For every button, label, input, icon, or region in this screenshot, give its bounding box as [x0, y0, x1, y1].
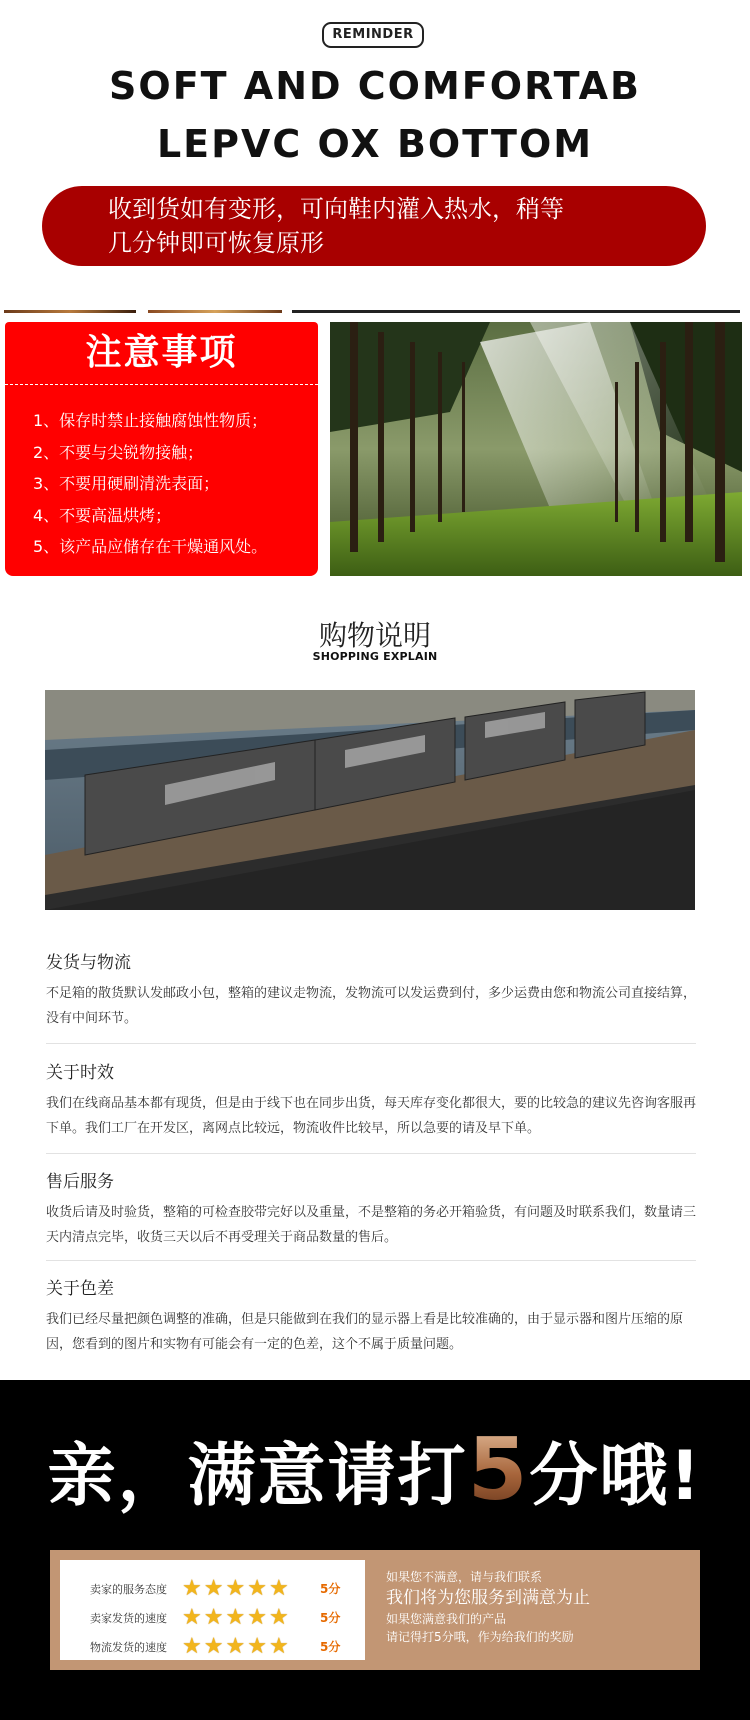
freight-train-photo: [45, 690, 695, 910]
notice-item: 1、保存时禁止接触腐蚀性物质；: [33, 411, 268, 430]
rating-message-line: 请记得打5分哦，作为给我们的奖励: [386, 1630, 574, 1644]
rating-message-line: 如果您不满意，请与我们联系: [386, 1570, 543, 1584]
rating-label: 卖家发货的速度: [90, 1611, 167, 1625]
slogan-five: 5: [467, 1420, 530, 1520]
star-icon: ★: [203, 1633, 224, 1659]
rating-panel: [50, 1550, 700, 1670]
info-section-timeliness: [46, 1058, 696, 1141]
star-icon: ★: [182, 1575, 202, 1601]
rating-score: 5分: [320, 1640, 341, 1654]
divider-strip: [292, 310, 740, 313]
star-icon: ★: [225, 1604, 246, 1630]
section-heading: 关于色差: [46, 1279, 114, 1299]
rating-message-line: 如果您满意我们的产品: [386, 1612, 507, 1626]
rating-score: 5分: [320, 1611, 341, 1625]
info-section-after-sales: [46, 1167, 696, 1250]
star-icon: ★: [268, 1604, 289, 1630]
notice-item: 3、不要用硬刷清洗表面；: [33, 474, 220, 493]
info-section-color-difference: [46, 1274, 696, 1357]
shopping-title: 购物说明: [318, 619, 431, 652]
star-rating: [182, 1633, 310, 1659]
star-icon: ★: [268, 1633, 289, 1659]
rating-row-logistics: [90, 1632, 365, 1661]
banner-line-2: 几分钟即可恢复原形: [108, 229, 324, 257]
section-body: 我们在线商品基本都有现货，但是由于线下也在同步出货，每天库存变化都很大，要的比较急的建议先咨询客服再下单。我们工厂在开发区，离网点比较远，物流收件比较早，所以急要的请及早下单。: [46, 1096, 697, 1136]
rating-message: [386, 1568, 686, 1646]
notice-title: 注意事项: [5, 322, 318, 384]
rating-row-seller-shipping: [90, 1603, 365, 1632]
star-icon: ★: [225, 1633, 246, 1659]
train-illustration: [45, 690, 695, 910]
divider-strip: [148, 310, 282, 313]
forest-illustration: [330, 322, 742, 576]
rating-score: 5分: [320, 1582, 341, 1596]
section-heading: 关于时效: [46, 1063, 114, 1083]
rating-label: 卖家的服务态度: [90, 1582, 167, 1596]
divider-strip: [4, 310, 136, 313]
slogan-text-after: 分哦!: [529, 1437, 703, 1516]
star-rating: [182, 1575, 310, 1601]
notice-item: 4、不要高温烘烤；: [33, 505, 172, 525]
section-body: 不足箱的散货默认发邮政小包，整箱的建议走物流，发物流可以发运费到付，多少运费由您和物流公司直接结算，没有中间环节。: [46, 986, 697, 1026]
star-icon: ★: [268, 1575, 289, 1601]
star-icon: ★: [247, 1633, 267, 1659]
star-icon: ★: [182, 1633, 202, 1659]
headline-line-2: LEPVC OX BOTTOM: [156, 122, 594, 166]
section-body: 我们已经尽量把颜色调整的准确，但是只能做到在我们的显示器上看是比较准确的，由于显示器和图片压缩的原因，您看到的图片和实物有可能会有一定的色差，这个不属于质量问题。: [46, 1312, 684, 1352]
shopping-subtitle: SHOPPING EXPLAIN: [312, 650, 438, 663]
section-divider: [46, 1260, 696, 1261]
star-icon: ★: [182, 1604, 202, 1630]
notice-list: [5, 386, 318, 576]
reminder-badge: REMINDER: [322, 22, 424, 48]
info-section-shipping: [46, 948, 696, 1031]
star-icon: ★: [247, 1604, 267, 1630]
star-icon: ★: [247, 1575, 267, 1601]
star-rating: [182, 1604, 310, 1630]
rating-message-line-emphasis: 我们将为您服务到满意为止: [386, 1588, 590, 1608]
section-body: 收货后请及时验货，整箱的可检查胶带完好以及重量，不是整箱的务必开箱验货，有问题及时联系我们，数量请三天内清点完毕，收货三天以后不再受理关于商品数量的售后。: [46, 1205, 697, 1245]
banner-line-1: 收到货如有变形，可向鞋内灌入热水，稍等: [108, 195, 564, 223]
rating-label: 物流发货的速度: [90, 1640, 167, 1654]
rating-slogan: [0, 1420, 750, 1520]
section-divider: [46, 1043, 696, 1044]
section-divider: [46, 1153, 696, 1154]
headline-line-1: SOFT AND COMFORTAB: [109, 64, 641, 108]
section-heading: 售后服务: [46, 1172, 114, 1192]
rating-table: [60, 1560, 365, 1660]
slogan-text-before: 亲，满意请打: [47, 1437, 468, 1516]
section-heading: 发货与物流: [46, 953, 131, 973]
star-icon: ★: [203, 1604, 224, 1630]
notice-item: 5、该产品应储存在干燥通风处。: [33, 537, 268, 556]
notice-item: 2、不要与尖锐物接触；: [33, 442, 204, 462]
deformation-tip-banner: [42, 186, 706, 266]
rating-row-service: [90, 1574, 365, 1603]
star-icon: ★: [203, 1575, 224, 1601]
forest-light-photo: [330, 322, 742, 576]
star-icon: ★: [225, 1575, 246, 1601]
